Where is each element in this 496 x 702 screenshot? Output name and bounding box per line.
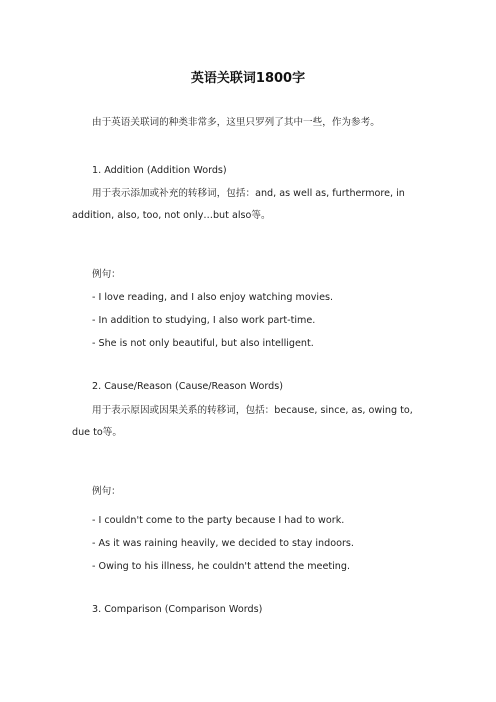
example-sentence: - Owing to his illness, he couldn't attend the meeting. (92, 561, 351, 572)
examples-label: 例句： (92, 486, 121, 497)
document-title: 英语关联词1800字 (190, 71, 306, 86)
example-sentence: - As it was raining heavily, we decided to stay indoors. (92, 538, 354, 549)
section-description-cause-reason: 用于表示原因或因果关系的转移词，包括：because, since, as, owing to, due to等。 (72, 405, 413, 438)
section-description-addition: 用于表示添加或补充的转移词，包括：and, as well as, furthermore, in addition, also, too, not only…but also等。 (72, 188, 405, 221)
example-sentence: - I couldn't come to the party because I had to work. (92, 515, 345, 526)
intro-paragraph: 由于英语关联词的种类非常多，这里只罗列了其中一些，作为参考。 (92, 117, 380, 128)
example-sentence: - In addition to studying, I also work part-time. (92, 315, 316, 326)
section-heading-addition: 1. Addition (Addition Words) (92, 165, 227, 176)
section-heading-comparison: 3. Comparison (Comparison Words) (92, 604, 263, 615)
examples-label: 例句： (92, 269, 121, 280)
example-sentence: - I love reading, and I also enjoy watching movies. (92, 292, 334, 303)
section-heading-cause-reason: 2. Cause/Reason (Cause/Reason Words) (92, 381, 283, 392)
example-sentence: - She is not only beautiful, but also intelligent. (92, 338, 314, 349)
